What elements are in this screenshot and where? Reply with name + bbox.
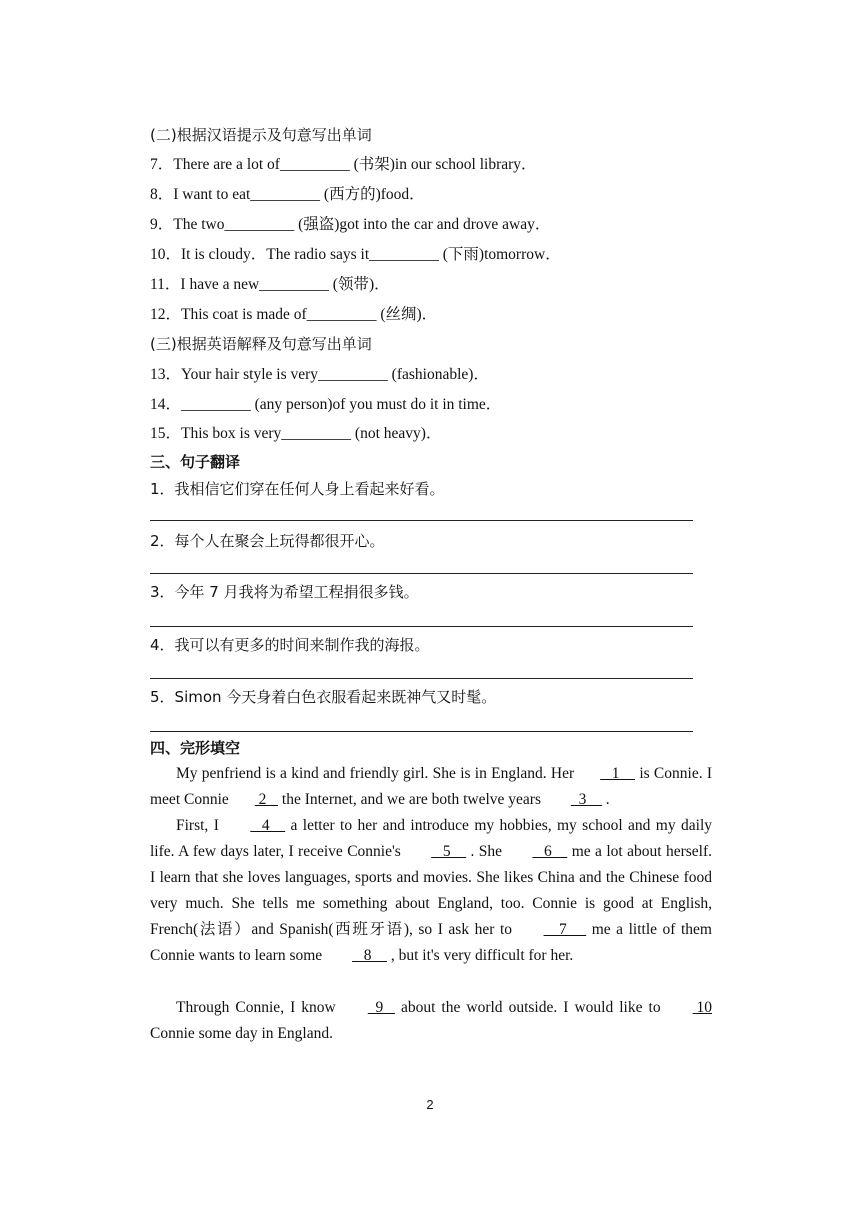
- answer-line: [150, 731, 693, 732]
- question-12: 12．This coat is made of_________ (丝绸)．: [150, 306, 438, 323]
- cloze-blank-4: 4: [250, 817, 286, 834]
- cloze-text: is Connie. I meet Connie: [150, 765, 712, 808]
- cloze-blank-9: 9: [367, 999, 395, 1016]
- question-8: 8．I want to eat_________ (西方的)food．: [150, 186, 425, 203]
- question-14: 14．_________ (any person)of you must do it in time．: [150, 396, 502, 413]
- cloze-title: 四、完形填空: [150, 739, 241, 757]
- question-13: 13．Your hair style is very_________ (fashionable)．: [150, 366, 489, 383]
- cloze-text: the Internet, and we are both twelve years: [278, 791, 545, 808]
- answer-line: [150, 573, 693, 574]
- translation-item-5: 5．Simon 今天身着白色衣服看起来既神气又时髦。: [150, 688, 497, 706]
- translation-title: 三、句子翻译: [150, 453, 241, 471]
- cloze-text: me a little of them Connie wants to learn some: [150, 921, 728, 964]
- section-2-title: (二)根据汉语提示及句意写出单词: [150, 126, 372, 144]
- cloze-blank-2: 2: [254, 791, 279, 808]
- cloze-text: about the world outside. I would like to: [394, 999, 667, 1016]
- question-15: 15．This box is very_________ (not heavy)．: [150, 425, 442, 442]
- cloze-blank-10: 10: [692, 999, 712, 1016]
- cloze-text: a letter to her and introduce my hobbies, my school and my daily life. A few days later, I receive Connie's: [150, 817, 712, 860]
- cloze-blank-1: 1: [600, 765, 636, 782]
- translation-item-4: 4．我可以有更多的时间来制作我的海报。: [150, 636, 430, 654]
- cloze-text: .: [601, 791, 610, 808]
- question-10: 10．It is cloudy．The radio says it_________ (下雨)tomorrow．: [150, 246, 561, 263]
- cloze-text: My penfriend is a kind and friendly girl. She is in England. Her: [176, 765, 575, 782]
- cloze-text: me a lot about herself. I learn that she loves languages, sports and movies. She likes China and the Chinese food very much. She tells me something about England, too. Connie is good at English, French(法语）and Spanish(西班牙语), so I ask her to: [150, 843, 712, 938]
- cloze-text: . She: [466, 843, 507, 860]
- cloze-text: First, I: [176, 817, 225, 834]
- cloze-paragraph-1: [150, 761, 712, 813]
- cloze-blank-7: 7: [543, 921, 587, 938]
- question-9: 9．The two_________ (强盗)got into the car and drove away．: [150, 216, 551, 233]
- cloze-paragraph-2: [150, 813, 728, 969]
- cloze-text: , but it's very difficult for her.: [386, 947, 574, 964]
- answer-line: [150, 678, 693, 679]
- question-7: 7．There are a lot of_________ (书架)in our school library．: [150, 156, 537, 173]
- cloze-blank-6: 6: [532, 843, 568, 860]
- translation-item-3: 3．今年 7 月我将为希望工程捐很多钱。: [150, 583, 419, 601]
- translation-item-1: 1．我相信它们穿在任何人身上看起来好看。: [150, 480, 445, 498]
- cloze-blank-5: 5: [431, 843, 467, 860]
- section-3-title: (三)根据英语解释及句意写出单词: [150, 335, 372, 353]
- cloze-text: Connie some day in England.: [150, 1025, 333, 1042]
- question-11: 11．I have a new_________ (领带)．: [150, 276, 390, 293]
- page-number: 2: [426, 1097, 434, 1112]
- cloze-blank-3: 3: [570, 791, 602, 808]
- answer-line: [150, 520, 693, 521]
- cloze-blank-8: 8: [352, 947, 387, 964]
- answer-line: [150, 626, 693, 627]
- translation-item-2: 2．每个人在聚会上玩得都很开心。: [150, 532, 385, 550]
- cloze-text: Through Connie, I know: [176, 999, 342, 1016]
- cloze-paragraph-3: [150, 995, 712, 1047]
